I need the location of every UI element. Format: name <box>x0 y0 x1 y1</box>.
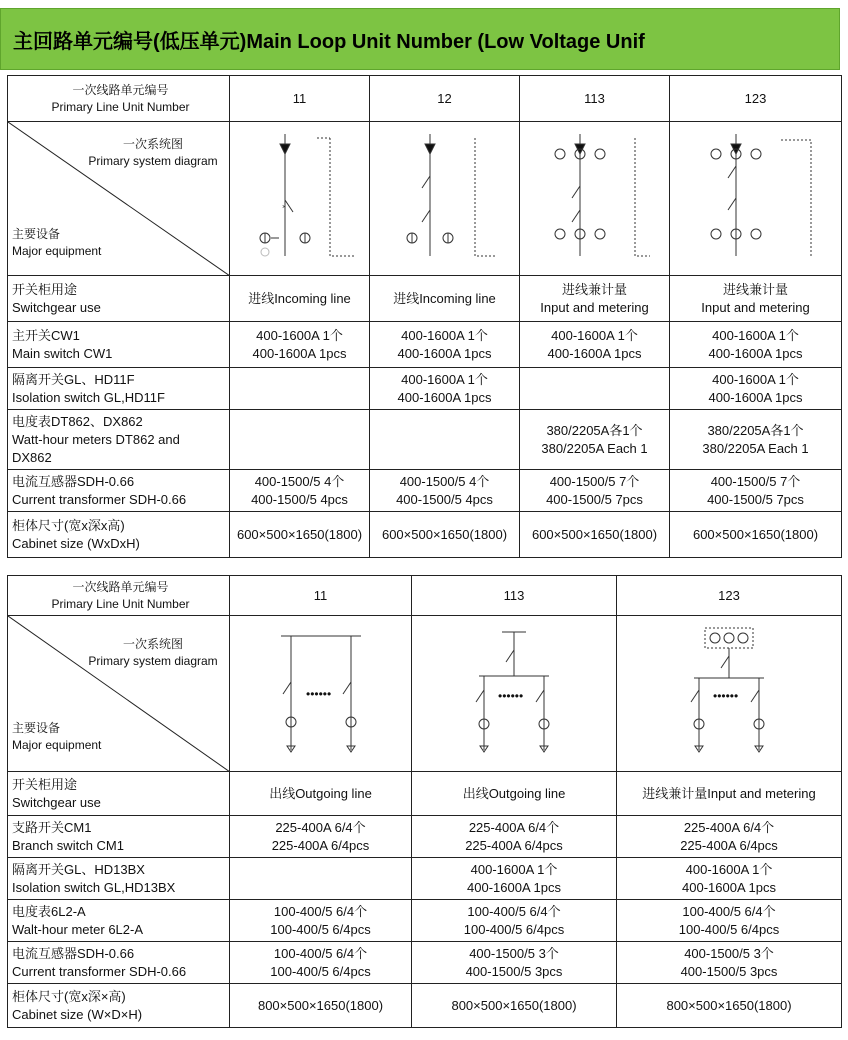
spec-value-cell <box>230 276 370 322</box>
unit-number-label <box>8 76 230 122</box>
row-label-en: Branch switch CM1 <box>12 837 124 853</box>
spec-value: 225-400A 6/4pcs <box>465 837 563 853</box>
diagram-header-cell <box>8 122 230 276</box>
spec-value: 100-400/5 6/4pcs <box>463 921 565 937</box>
circuit-diagram <box>380 126 510 272</box>
spec-value-cell <box>520 410 670 470</box>
spec-value-cell <box>520 276 670 322</box>
row-label <box>8 322 230 368</box>
spec-value-cell <box>617 858 842 900</box>
unit-number: 11 <box>230 76 370 122</box>
spec-row <box>8 772 842 816</box>
spec-value: 400-1600A 1pcs <box>467 879 561 895</box>
circuit-diagram-cell <box>412 616 617 772</box>
spec-value: 800×500×1650(1800) <box>257 997 384 1013</box>
unit-number-label <box>8 576 230 616</box>
spec-row <box>8 512 842 558</box>
row-label <box>8 512 230 558</box>
spec-value: 进线Incoming line <box>248 290 351 306</box>
spec-value-cell <box>617 772 842 816</box>
spec-value-cell <box>617 816 842 858</box>
spec-value: 380/2205A Each 1 <box>541 440 648 456</box>
spec-value: 400-1500/5 3pcs <box>680 963 778 979</box>
row-label-en: Walt-hour meter 6L2-A <box>12 921 144 937</box>
diagram-label <box>68 636 238 670</box>
spec-value: 400-1500/5 4pcs <box>251 491 348 507</box>
circuit-diagram-cell <box>520 122 670 276</box>
spec-value: 400-1600A 1pcs <box>708 345 803 361</box>
diagram-label <box>68 136 238 170</box>
spec-value-cell <box>370 512 520 558</box>
spec-value-cell <box>412 816 617 858</box>
diagram-label-en: Primary system diagram <box>88 654 218 668</box>
svg-text:••••••: •••••• <box>713 688 739 703</box>
spec-value-cell <box>617 984 842 1028</box>
spec-row <box>8 322 842 368</box>
spec-value: 400-1600A 1个 <box>551 327 638 343</box>
spec-value: 225-400A 6/4个 <box>468 819 560 835</box>
circuit-diagram <box>454 620 574 768</box>
spec-value: 400-1600A 1pcs <box>682 879 776 895</box>
spec-value: 出线Outgoing line <box>462 785 566 801</box>
circuit-diagram <box>669 620 789 768</box>
row-label-cn: 开关柜用途 <box>12 281 78 297</box>
spec-value-cell <box>230 942 412 984</box>
spec-value-cell <box>670 368 842 410</box>
unit-number: 12 <box>370 76 520 122</box>
spec-value-cell <box>230 900 412 942</box>
spec-value-cell <box>670 512 842 558</box>
spec-value-cell <box>230 816 412 858</box>
spec-value: 100-400/5 6/4个 <box>273 903 368 919</box>
unit-number: 123 <box>670 76 842 122</box>
row-label-cn: 开关柜用途 <box>12 776 78 792</box>
spec-row <box>8 470 842 512</box>
spec-value-cell <box>520 470 670 512</box>
spec-value-cell <box>617 942 842 984</box>
spec-value-cell <box>230 772 412 816</box>
unit-number: 11 <box>230 576 412 616</box>
row-label <box>8 900 230 942</box>
row-label-en: Current transformer SDH-0.66 <box>12 491 187 507</box>
unit-table-1 <box>7 75 842 558</box>
spec-value: 600×500×1650(1800) <box>236 526 363 542</box>
spec-value: 225-400A 6/4个 <box>275 819 366 835</box>
spec-row <box>8 942 842 984</box>
spec-value: 600×500×1650(1800) <box>692 526 819 542</box>
row-label-cn: 隔离开关GL、HD13BX <box>12 861 145 877</box>
row-label <box>8 858 230 900</box>
circuit-diagram-cell <box>230 122 370 276</box>
svg-text:••••••: •••••• <box>305 686 331 701</box>
spec-value: 225-400A 6/4pcs <box>271 837 370 853</box>
spec-value: 400-1600A 1pcs <box>547 345 642 361</box>
spec-value: 400-1600A 1个 <box>401 371 488 387</box>
spec-value: 进线兼计量 <box>561 281 627 297</box>
unit-number-label-en: Primary Line Unit Number <box>51 596 190 611</box>
spec-value: 800×500×1650(1800) <box>666 997 792 1013</box>
spec-value-cell <box>370 368 520 410</box>
row-label-en: Isolation switch GL,HD11F <box>12 389 165 405</box>
spec-value: 600×500×1650(1800) <box>531 526 658 542</box>
row-label-cn: 电度表DT862、DX862 <box>12 413 143 429</box>
spec-value: 100-400/5 6/4个 <box>682 903 776 919</box>
equipment-label <box>12 720 101 754</box>
spec-value: 400-1500/5 7pcs <box>546 491 643 507</box>
row-label-en: Cabinet size (W×D×H) <box>12 1006 143 1022</box>
spec-value: 100-400/5 6/4pcs <box>270 921 371 937</box>
spec-value-cell <box>617 900 842 942</box>
unit-number-row <box>8 576 842 616</box>
spec-value: 400-1500/5 4个 <box>254 473 345 489</box>
row-label <box>8 368 230 410</box>
circuit-diagram <box>261 620 381 768</box>
spec-value: 出线Outgoing line <box>269 785 372 801</box>
row-label <box>8 942 230 984</box>
row-label-cn: 隔离开关GL、HD11F <box>12 371 135 387</box>
spec-value-cell <box>230 322 370 368</box>
circuit-diagram <box>530 126 660 272</box>
spec-value: 380/2205A各1个 <box>707 422 804 438</box>
spec-value: 400-1500/5 3pcs <box>465 963 563 979</box>
diagram-row <box>8 616 842 772</box>
spec-value-cell <box>670 470 842 512</box>
spec-value: 400-1600A 1个 <box>256 327 343 343</box>
row-label <box>8 410 230 470</box>
unit-number-row <box>8 76 842 122</box>
spec-value-cell <box>370 410 520 470</box>
row-label-cn: 主开关CW1 <box>12 327 80 343</box>
spec-value: 进线兼计量Input and metering <box>642 785 816 801</box>
diagram-label-cn: 一次系统图 <box>122 137 183 151</box>
spec-value: 400-1600A 1个 <box>712 327 799 343</box>
equipment-label-cn: 主要设备 <box>12 227 61 241</box>
spec-value-cell <box>670 276 842 322</box>
row-label-en: Switchgear use <box>12 299 101 315</box>
svg-text:×: × <box>281 203 286 211</box>
circuit-diagram-cell <box>670 122 842 276</box>
spec-value-cell <box>230 470 370 512</box>
unit-number-label-cn: 一次线路单元编号 <box>72 82 169 97</box>
spec-value: 600×500×1650(1800) <box>381 526 508 542</box>
spec-value-cell <box>520 368 670 410</box>
spec-row <box>8 900 842 942</box>
spec-value-cell <box>670 410 842 470</box>
row-label-en: Watt-hour meters DT862 and <box>12 431 180 447</box>
spec-row <box>8 984 842 1028</box>
spec-value: 225-400A 6/4个 <box>683 819 775 835</box>
circuit-diagram <box>235 126 365 272</box>
spec-value-cell <box>520 322 670 368</box>
circuit-diagram-cell <box>230 616 412 772</box>
spec-value-cell <box>670 322 842 368</box>
spec-value-cell <box>230 858 412 900</box>
diagram-label-cn: 一次系统图 <box>122 637 183 651</box>
spec-value: 380/2205A Each 1 <box>702 440 809 456</box>
equipment-label-en: Major equipment <box>12 738 102 752</box>
spec-value: 400-1500/5 3个 <box>684 945 774 961</box>
row-label <box>8 816 230 858</box>
spec-value: 400-1600A 1个 <box>470 861 558 877</box>
row-label-en: Isolation switch GL,HD13BX <box>12 879 176 895</box>
row-label-en: DX862 <box>12 449 52 465</box>
spec-value: 100-400/5 6/4pcs <box>678 921 780 937</box>
row-label-cn: 柜体尺寸(宽x深×高) <box>12 988 126 1004</box>
spec-value-cell <box>412 984 617 1028</box>
row-label-en: Switchgear use <box>12 794 101 810</box>
diagram-row <box>8 122 842 276</box>
spec-value-cell <box>370 276 520 322</box>
row-label-cn: 电流互感器SDH-0.66 <box>12 473 135 489</box>
circuit-diagram-cell <box>370 122 520 276</box>
row-label-cn: 柜体尺寸(宽x深x高) <box>12 517 125 533</box>
spec-value: 400-1500/5 7个 <box>549 473 640 489</box>
spec-row <box>8 816 842 858</box>
spec-value: Input and metering <box>540 299 649 315</box>
spec-value: 400-1600A 1个 <box>401 327 488 343</box>
spec-value: 400-1600A 1pcs <box>397 389 492 405</box>
row-label-en: Current transformer SDH-0.66 <box>12 963 187 979</box>
spec-value: 400-1500/5 7pcs <box>707 491 804 507</box>
spec-value: 100-400/5 6/4pcs <box>270 963 371 979</box>
unit-number: 113 <box>412 576 617 616</box>
row-label-en: Main switch CW1 <box>12 345 113 361</box>
spec-value: 800×500×1650(1800) <box>451 997 577 1013</box>
circuit-diagram-cell <box>617 616 842 772</box>
row-label <box>8 276 230 322</box>
equipment-label <box>12 226 101 260</box>
spec-value-cell <box>370 322 520 368</box>
row-label-cn: 支路开关CM1 <box>12 819 92 835</box>
spec-value-cell <box>230 368 370 410</box>
row-label-en: Cabinet size (WxDxH) <box>12 535 140 551</box>
spec-value: 225-400A 6/4pcs <box>680 837 778 853</box>
spec-value: 400-1600A 1pcs <box>397 345 492 361</box>
spec-value-cell <box>520 512 670 558</box>
spec-value: 进线Incoming line <box>393 290 496 306</box>
spec-value: 380/2205A各1个 <box>546 422 643 438</box>
unit-number-label-en: Primary Line Unit Number <box>51 99 190 114</box>
spec-value-cell <box>370 470 520 512</box>
equipment-label-cn: 主要设备 <box>12 721 61 735</box>
spec-value: 400-1500/5 7个 <box>710 473 801 489</box>
unit-number: 113 <box>520 76 670 122</box>
svg-text:••••••: •••••• <box>498 688 524 703</box>
spec-row <box>8 276 842 322</box>
spec-value-cell <box>230 984 412 1028</box>
spec-value: 400-1500/5 3个 <box>469 945 559 961</box>
spec-value-cell <box>412 900 617 942</box>
page-title: 主回路单元编号(低压单元)Main Loop Unit Number (Low Voltage Unif <box>0 8 840 70</box>
spec-row <box>8 368 842 410</box>
spec-value: 400-1500/5 4pcs <box>396 491 493 507</box>
spec-row <box>8 858 842 900</box>
spec-row <box>8 410 842 470</box>
diagram-label-en: Primary system diagram <box>88 154 218 168</box>
row-label <box>8 470 230 512</box>
circuit-diagram <box>686 126 826 272</box>
unit-table-2 <box>7 575 842 1028</box>
spec-value-cell <box>412 942 617 984</box>
spec-value: 400-1600A 1个 <box>712 371 799 387</box>
unit-number: 123 <box>617 576 842 616</box>
row-label-cn: 电流互感器SDH-0.66 <box>12 945 135 961</box>
spec-value: Input and metering <box>701 299 810 315</box>
spec-value: 400-1600A 1个 <box>685 861 773 877</box>
spec-value-cell <box>412 772 617 816</box>
spec-value-cell <box>412 858 617 900</box>
unit-number-label-cn: 一次线路单元编号 <box>72 579 169 594</box>
spec-value: 100-400/5 6/4个 <box>467 903 561 919</box>
spec-value: 100-400/5 6/4个 <box>273 945 368 961</box>
spec-value: 400-1600A 1pcs <box>708 389 803 405</box>
spec-value: 400-1600A 1pcs <box>252 345 347 361</box>
spec-value: 进线兼计量 <box>722 281 788 297</box>
row-label-cn: 电度表6L2-A <box>12 903 86 919</box>
equipment-label-en: Major equipment <box>12 244 102 258</box>
spec-value-cell <box>230 410 370 470</box>
spec-value: 400-1500/5 4个 <box>399 473 490 489</box>
row-label <box>8 772 230 816</box>
row-label <box>8 984 230 1028</box>
diagram-header-cell <box>8 616 230 772</box>
spec-value-cell <box>230 512 370 558</box>
